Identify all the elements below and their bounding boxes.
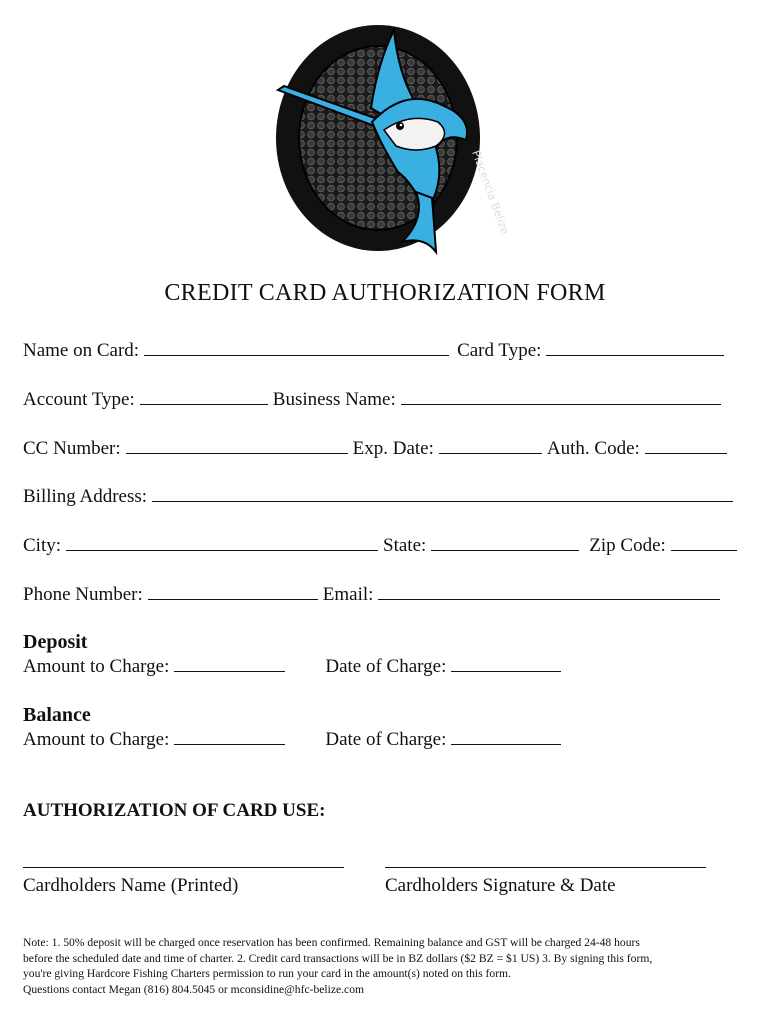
note-line-2: before the scheduled date and time of charter. 2. Credit card transactions will be in BZ dollars ($2 BZ = $1 US) 3. By signing this form,: [23, 951, 653, 965]
zip-code-label: Zip Code:: [589, 535, 666, 556]
billing-address-label: Billing Address:: [23, 486, 148, 507]
balance-amount-label: Amount to Charge:: [23, 729, 170, 750]
phone-number-field[interactable]: [148, 585, 318, 600]
state-field[interactable]: [431, 536, 579, 551]
city-label: City:: [23, 535, 62, 556]
phone-number-label: Phone Number:: [23, 584, 143, 605]
balance-date-field[interactable]: [451, 730, 561, 745]
form-title: CREDIT CARD AUTHORIZATION FORM: [164, 280, 606, 306]
printed-name-label: Cardholders Name (Printed): [23, 875, 239, 896]
signature-label: Cardholders Signature & Date: [385, 875, 616, 896]
svg-text:Placencia Belize: Placencia Belize: [469, 148, 512, 237]
card-type-label: Card Type:: [457, 340, 542, 361]
auth-code-label: Auth. Code:: [546, 438, 640, 459]
balance-amount-field[interactable]: [174, 730, 285, 745]
state-label: State:: [383, 535, 427, 556]
company-logo: [276, 22, 512, 252]
footnote: [23, 935, 753, 997]
row-billing: [23, 486, 733, 508]
row-deposit: [23, 656, 561, 678]
row-cc: [23, 438, 727, 460]
note-line-4: Questions contact Megan (816) 804.5045 or mconsidine@hfc-belize.com: [23, 982, 365, 996]
name-on-card-field[interactable]: [144, 341, 449, 356]
deposit-amount-field[interactable]: [174, 657, 285, 672]
authorization-heading: AUTHORIZATION OF CARD USE:: [23, 800, 326, 821]
name-on-card-label: Name on Card:: [23, 340, 140, 361]
business-name-field[interactable]: [401, 390, 721, 405]
account-type-field[interactable]: [140, 390, 268, 405]
email-field[interactable]: [378, 585, 720, 600]
row-balance: [23, 729, 561, 751]
note-line-3: you're giving Hardcore Fishing Charters permission to run your card in the amount(s) noted on this form.: [23, 967, 511, 980]
cc-number-label: CC Number:: [23, 438, 121, 459]
balance-heading: Balance: [23, 704, 91, 726]
row-city: [23, 535, 737, 557]
deposit-amount-label: Amount to Charge:: [23, 656, 170, 677]
auth-code-field[interactable]: [645, 439, 727, 454]
deposit-heading: Deposit: [23, 631, 88, 653]
row-phone: [23, 584, 720, 606]
row-account: [23, 389, 721, 411]
exp-date-label: Exp. Date:: [352, 438, 434, 459]
row-name-card: [23, 340, 724, 362]
printed-name-line[interactable]: [23, 866, 344, 868]
signature-line[interactable]: [385, 866, 706, 868]
deposit-date-label: Date of Charge:: [325, 656, 447, 677]
business-name-label: Business Name:: [272, 389, 396, 410]
zip-code-field[interactable]: [671, 536, 737, 551]
balance-date-label: Date of Charge:: [325, 729, 447, 750]
billing-address-field[interactable]: [152, 487, 733, 502]
note-line-1: Note: 1. 50% deposit will be charged once reservation has been confirmed. Remaining balance and GST will be charged 24-48 hours: [23, 936, 640, 949]
marlin-logo-icon: [276, 22, 512, 252]
deposit-date-field[interactable]: [451, 657, 561, 672]
account-type-label: Account Type:: [23, 389, 135, 410]
city-field[interactable]: [66, 536, 378, 551]
cc-number-field[interactable]: [126, 439, 348, 454]
exp-date-field[interactable]: [439, 439, 542, 454]
card-type-field[interactable]: [546, 341, 724, 356]
email-label: Email:: [322, 584, 374, 605]
